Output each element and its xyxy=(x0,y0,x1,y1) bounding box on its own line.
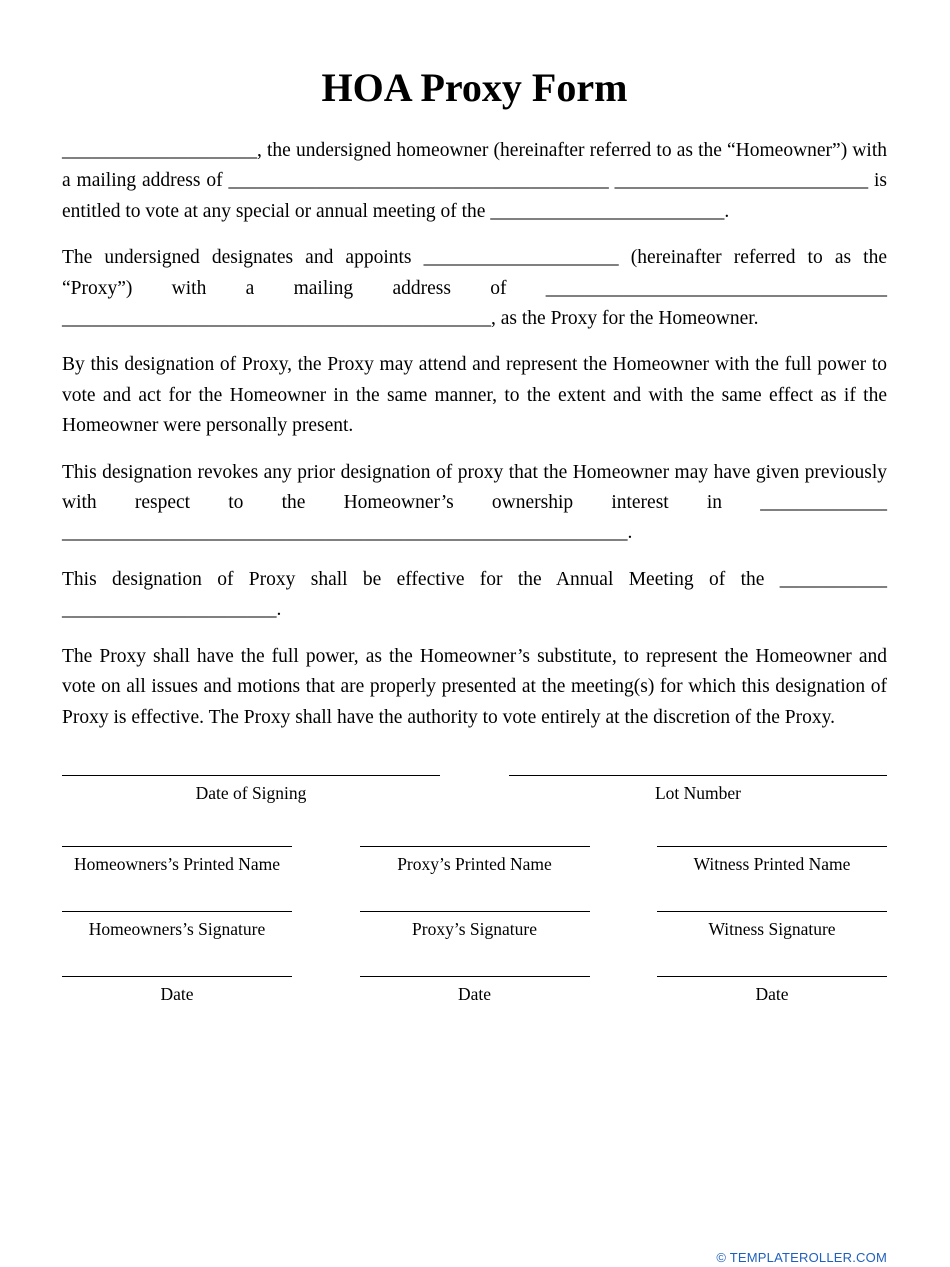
date-of-signing-line[interactable] xyxy=(62,763,440,776)
homeowner-signature-label: Homeowners’s Signature xyxy=(88,918,266,939)
proxy-appointment-paragraph: The undersigned designates and appoints ____________________ (hereinafter referred to as the “Proxy”) with a mailing address of ___________________________________ ____________________________________________, as the Proxy for the Homeowner. xyxy=(62,247,887,330)
homeowner-signature-line[interactable] xyxy=(62,899,292,912)
homeowner-date-line[interactable] xyxy=(62,964,292,977)
homeowner-date-label: Date xyxy=(160,983,194,1004)
proxy-signature-line[interactable] xyxy=(360,899,590,912)
proxy-date-label: Date xyxy=(457,983,492,1004)
proxy-printed-name-block xyxy=(360,834,590,875)
revocation-paragraph: This designation revokes any prior designation of proxy that the Homeowner may have given previously with respect to the Homeowner’s ownership interest in _____________ __________________________________________________________. xyxy=(62,461,887,544)
copyright-icon: © xyxy=(716,1250,727,1265)
witness-printed-name-label: Witness Printed Name xyxy=(693,853,851,874)
witness-date-line[interactable] xyxy=(657,964,887,977)
date-of-signing-label: Date of Signing xyxy=(195,782,307,803)
proxy-date-block xyxy=(360,964,590,1005)
substitute-authority-paragraph: The Proxy shall have the full power, as the Homeowner’s substitute, to represent the Homeowner and vote on all issues and motions that are properly presented at the meeting(s) for which this designation of Proxy is effective. The Proxy shall have the authority to vote entirely at the discretion of the Proxy. xyxy=(62,645,887,728)
signature-row-dates xyxy=(62,964,887,1005)
date-of-signing-block xyxy=(62,763,440,804)
footer-watermark xyxy=(716,1250,887,1265)
lot-number-block xyxy=(509,763,887,804)
witness-printed-name-block xyxy=(657,834,887,875)
proxy-printed-name-line[interactable] xyxy=(360,834,590,847)
homeowner-printed-name-label: Homeowners’s Printed Name xyxy=(73,853,281,874)
proxy-powers-paragraph: By this designation of Proxy, the Proxy may attend and represent the Homeowner with the full power to vote and act for the Homeowner in the same manner, to the extent and with the same effect as if the Homeowner were personally present. xyxy=(62,354,887,437)
lot-number-label: Lot Number xyxy=(654,782,742,803)
signature-row-printed-names xyxy=(62,834,887,875)
witness-signature-label: Witness Signature xyxy=(708,918,836,939)
document-title: HOA Proxy Form xyxy=(321,65,628,110)
proxy-printed-name-label: Proxy’s Printed Name xyxy=(397,853,552,874)
document-page xyxy=(62,0,887,1005)
effective-meeting-paragraph: This designation of Proxy shall be effective for the Annual Meeting of the ___________ ______________________. xyxy=(62,568,887,621)
proxy-date-line[interactable] xyxy=(360,964,590,977)
lot-number-line[interactable] xyxy=(509,763,887,776)
footer-site-text: TEMPLATEROLLER.COM xyxy=(729,1250,887,1265)
witness-date-label: Date xyxy=(755,983,789,1004)
witness-signature-line[interactable] xyxy=(657,899,887,912)
homeowner-paragraph: ____________________, the undersigned homeowner (hereinafter referred to as the “Homeowner”) with a mailing address of _______________________________________ __________________________ is entitled to vote at any special or annual meeting of the ________________________. xyxy=(62,140,887,222)
homeowner-date-block xyxy=(62,964,292,1005)
proxy-signature-block xyxy=(360,899,590,940)
signature-row-signatures xyxy=(62,899,887,940)
homeowner-printed-name-line[interactable] xyxy=(62,834,292,847)
witness-printed-name-line[interactable] xyxy=(657,834,887,847)
proxy-signature-label: Proxy’s Signature xyxy=(412,918,537,939)
witness-signature-block xyxy=(657,899,887,940)
homeowner-printed-name-block xyxy=(62,834,292,875)
homeowner-signature-block xyxy=(62,899,292,940)
witness-date-block xyxy=(657,964,887,1005)
signature-row-date-lot xyxy=(62,763,887,804)
